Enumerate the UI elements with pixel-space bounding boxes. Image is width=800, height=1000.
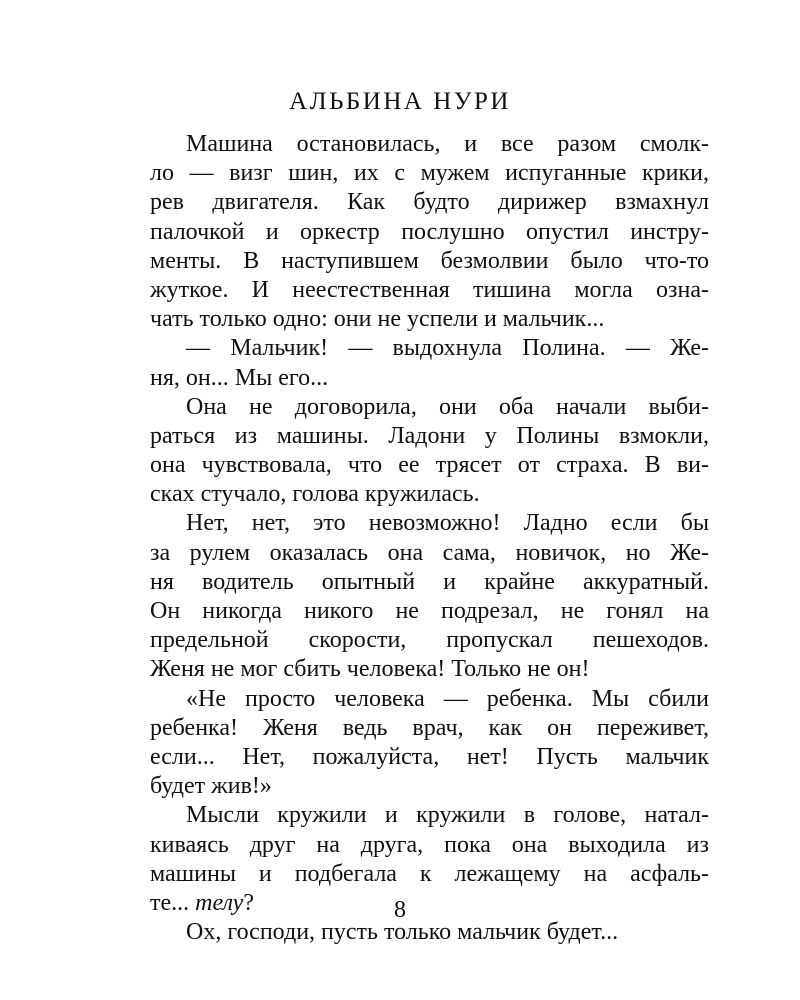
text-line: ня, он... Мы его... <box>150 364 329 391</box>
text-line: Ох, господи, пусть только мальчик будет... <box>186 919 619 946</box>
text-line: машины и подбегала к лежащему на асфаль- <box>150 860 709 887</box>
text-line: Машина остановилась, и все разом смолк- <box>186 131 709 157</box>
text-line: если... Нет, пожалуйста, нет! Пусть мальчик <box>150 743 709 770</box>
text-line: Женя не мог сбить человека! Только не он! <box>150 656 590 683</box>
running-head: АЛЬБИНА НУРИ <box>289 88 511 115</box>
body-text <box>150 130 709 947</box>
text-line: Он никогда никого не подрезал, не гонял на <box>150 598 709 624</box>
text-line: рев двигателя. Как будто дирижер взмахнул <box>150 189 709 216</box>
text-line: предельной скорости, пропускал пешеходов. <box>150 627 709 654</box>
page-number: 8 <box>394 897 406 923</box>
text-line: чать только одно: они не успели и мальчик... <box>150 306 605 333</box>
text-line: жуткое. И неестественная тишина могла озна- <box>150 276 709 303</box>
text-line: — Мальчик! — выдохнула Полина. — Же- <box>186 335 709 362</box>
text-line: Она не договорила, они оба начали выби- <box>186 393 709 420</box>
text-line: она чувствовала, что ее трясет от страха. В ви- <box>150 452 709 479</box>
text-line: за рулем оказалась она сама, новичок, но Же- <box>150 539 709 566</box>
text-line: ня водитель опытный и крайне аккуратный. <box>150 568 709 595</box>
italic-word: телу <box>195 889 244 916</box>
text-line: будет жив!» <box>150 773 272 800</box>
text-line: менты. В наступившем безмолвии было что-то <box>150 247 709 274</box>
text-line: раться из машины. Ладони у Полины взмокли, <box>150 422 709 449</box>
text-fragment: те... <box>150 889 190 916</box>
text-line: ло — визг шин, их с мужем испуганные крики, <box>150 160 709 187</box>
text-line: ребенка! Женя ведь врач, как он переживет, <box>150 714 709 741</box>
text-line: сках стучало, голова кружилась. <box>150 481 480 508</box>
text-line: «Не просто человека — ребенка. Мы сбили <box>186 685 709 712</box>
text-line: палочкой и оркестр послушно опустил инстру- <box>150 218 709 245</box>
text-line: Нет, нет, это невозможно! Ладно если бы <box>186 510 709 537</box>
text-line: Мысли кружили и кружили в голове, натал- <box>186 802 709 829</box>
text-fragment: ? <box>243 889 254 916</box>
text-line: киваясь друг на друга, пока она выходила из <box>150 831 709 858</box>
